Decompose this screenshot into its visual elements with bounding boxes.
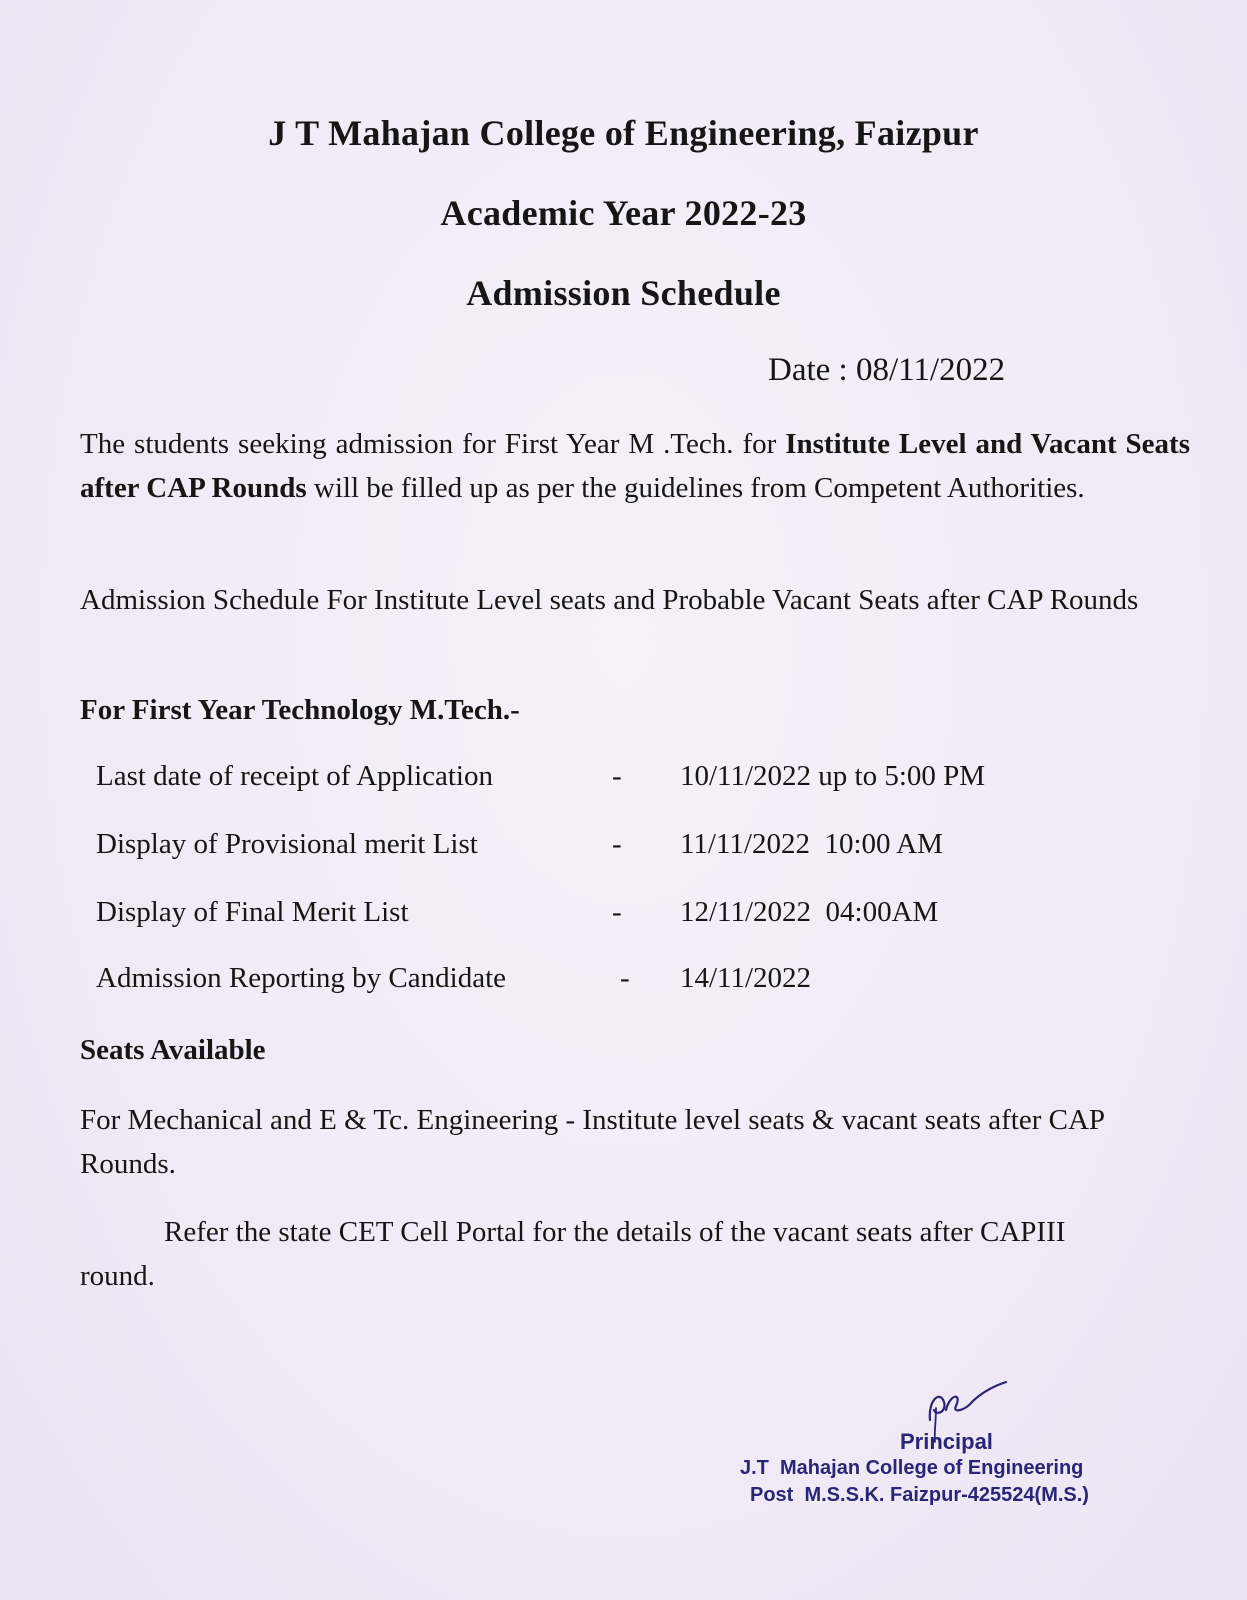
schedule-row-label: Admission Reporting by Candidate [96,962,506,994]
intro-paragraph [80,422,1190,510]
schedule-row-value: 11/11/2022 10:00 AM [680,828,943,860]
schedule-row-value: 12/11/2022 04:00AM [680,896,939,928]
schedule-row-value: 14/11/2022 [680,962,812,994]
document-title: Admission Schedule [466,273,781,313]
schedule-row-label: Display of Provisional merit List [96,828,478,860]
stamp-title: Principal [900,1429,993,1454]
principal-stamp [740,1428,1160,1509]
intro-bold-text: Institute Level and Vacant Seats after CAP Rounds [80,428,1190,504]
date-value: 08/11/2022 [855,352,1006,388]
college-name-heading: J T Mahajan College of Engineering, Faizpur [268,113,979,153]
intro-text-2: will be filled up as per the guidelines from Competent Authorities. [306,472,1085,504]
stamp-college: J.T Mahajan College of Engineering [740,1457,1084,1479]
first-year-heading: For First Year Technology M.Tech.- [80,694,520,726]
schedule-row-separator: - [612,896,622,928]
stamp-address: Post M.S.S.K. Faizpur-425524(M.S.) [750,1484,1089,1506]
seats-available-text: For Mechanical and E & Tc. Engineering - Institute level seats & vacant seats after CAP Rounds. [80,1104,1104,1180]
schedule-row-label: Display of Final Merit List [96,896,409,928]
intro-text-1: The students seeking admission for First Year M .Tech. for [80,428,786,460]
date-label: Date : [768,352,848,388]
academic-year-heading: Academic Year 2022-23 [440,193,807,233]
schedule-row-separator: - [612,760,622,792]
schedule-description: Admission Schedule For Institute Level seats and Probable Vacant Seats after CAP Rounds [80,584,1139,616]
schedule-row-separator: - [620,962,630,994]
refer-portal-text: Refer the state CET Cell Portal for the details of the vacant seats after CAPIII round. [80,1216,1066,1292]
seats-available-heading: Seats Available [80,1034,266,1066]
date-line [768,352,1005,389]
schedule-row-separator: - [612,828,622,860]
schedule-row-label: Last date of receipt of Application [96,760,493,792]
schedule-row-value: 10/11/2022 up to 5:00 PM [680,760,986,792]
